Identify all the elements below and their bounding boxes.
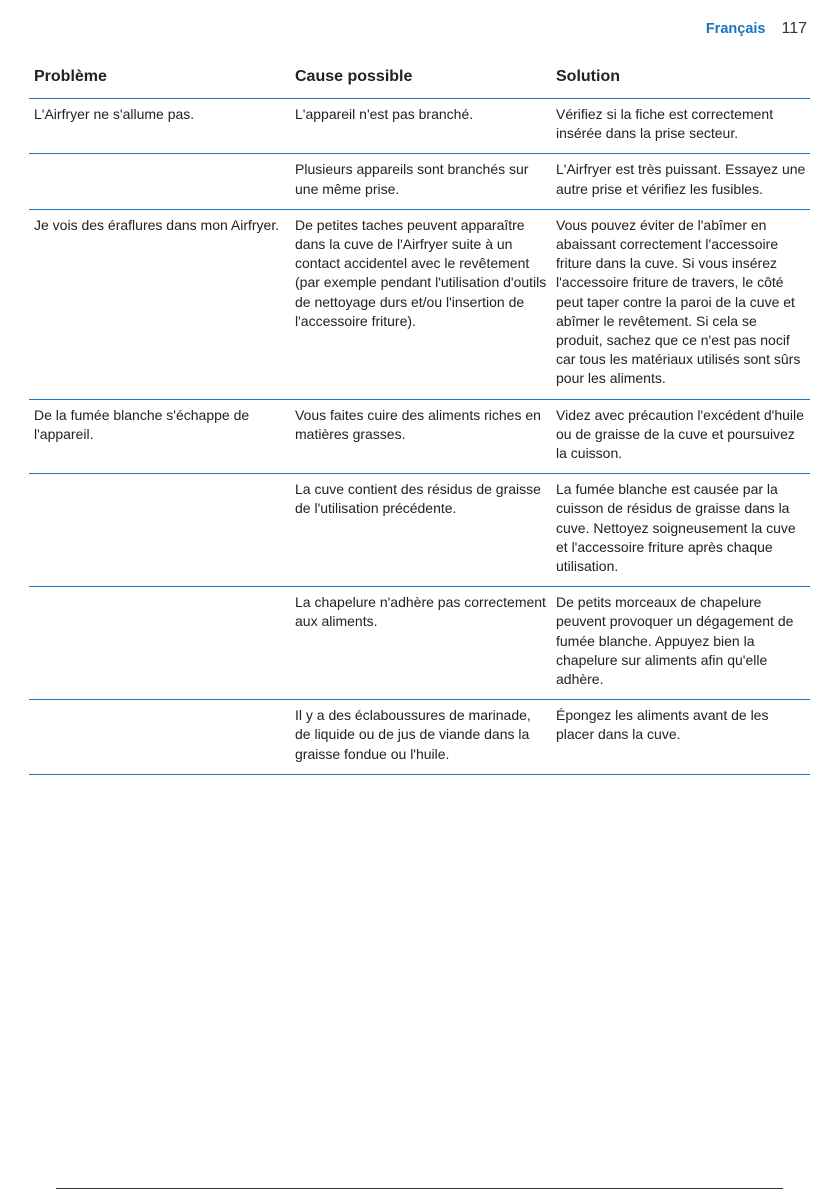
language-label: Français bbox=[705, 21, 766, 37]
table-row bbox=[29, 474, 810, 587]
solution-cell: La fumée blanche est causée par la cuisson de résidus de graisse dans la cuve. Nettoyez soigneusement la cuve et l'accessoire friture après chaque utilisation. bbox=[551, 474, 810, 587]
cause-cell: Plusieurs appareils sont branchés sur une même prise. bbox=[290, 154, 551, 209]
problem-cell bbox=[29, 700, 290, 775]
table-row bbox=[29, 154, 810, 209]
page-header bbox=[706, 20, 807, 38]
solution-cell: Vérifiez si la fiche est correctement insérée dans la prise secteur. bbox=[551, 99, 810, 154]
column-header-solution: Solution bbox=[551, 58, 810, 99]
problem-cell bbox=[29, 154, 290, 209]
solution-cell: Vous pouvez éviter de l'abîmer en abaissant correctement l'accessoire friture dans la cuve. Si vous insérez l'accessoire friture de travers, le côté peut taper contre la paroi de la cuve et abîmer le revêtement. Si cela se produit, sachez que ce n'est pas nocif car tous les matériaux utilisés sont sûrs pour les aliments. bbox=[551, 209, 810, 399]
cause-cell: Vous faites cuire des aliments riches en matières grasses. bbox=[290, 399, 551, 474]
cause-cell: De petites taches peuvent apparaître dans la cuve de l'Airfryer suite à un contact accidentel avec le revêtement (par exemple pendant l'utilisation d'outils de nettoyage durs et/ou l'insertion de l'accessoire friture). bbox=[290, 209, 551, 399]
cause-cell: La chapelure n'adhère pas correctement aux aliments. bbox=[290, 587, 551, 700]
cause-cell: La cuve contient des résidus de graisse de l'utilisation précédente. bbox=[290, 474, 551, 587]
table-row bbox=[29, 587, 810, 700]
table-row bbox=[29, 209, 810, 399]
problem-cell bbox=[29, 474, 290, 587]
column-header-cause: Cause possible bbox=[290, 58, 551, 99]
table-header-row bbox=[29, 58, 810, 99]
table-row bbox=[29, 700, 810, 775]
table-row bbox=[29, 399, 810, 474]
page-number: 117 bbox=[781, 20, 807, 37]
solution-cell: Videz avec précaution l'excédent d'huile ou de graisse de la cuve et poursuivez la cuisson. bbox=[551, 399, 810, 474]
problem-cell: L'Airfryer ne s'allume pas. bbox=[29, 99, 290, 154]
table-row bbox=[29, 99, 810, 154]
problem-cell: De la fumée blanche s'échappe de l'appareil. bbox=[29, 399, 290, 474]
cause-cell: Il y a des éclaboussures de marinade, de liquide ou de jus de viande dans la graisse fondue ou l'huile. bbox=[290, 700, 551, 775]
column-header-problem: Problème bbox=[29, 58, 290, 99]
problem-cell: Je vois des éraflures dans mon Airfryer. bbox=[29, 209, 290, 399]
cause-cell: L'appareil n'est pas branché. bbox=[290, 99, 551, 154]
solution-cell: Épongez les aliments avant de les placer dans la cuve. bbox=[551, 700, 810, 775]
solution-cell: L'Airfryer est très puissant. Essayez une autre prise et vérifiez les fusibles. bbox=[551, 154, 810, 209]
footer-divider bbox=[56, 1188, 783, 1189]
problem-cell bbox=[29, 587, 290, 700]
solution-cell: De petits morceaux de chapelure peuvent provoquer un dégagement de fumée blanche. Appuyez bien la chapelure sur aliments afin qu'elle adhère. bbox=[551, 587, 810, 700]
troubleshooting-table bbox=[29, 58, 810, 775]
